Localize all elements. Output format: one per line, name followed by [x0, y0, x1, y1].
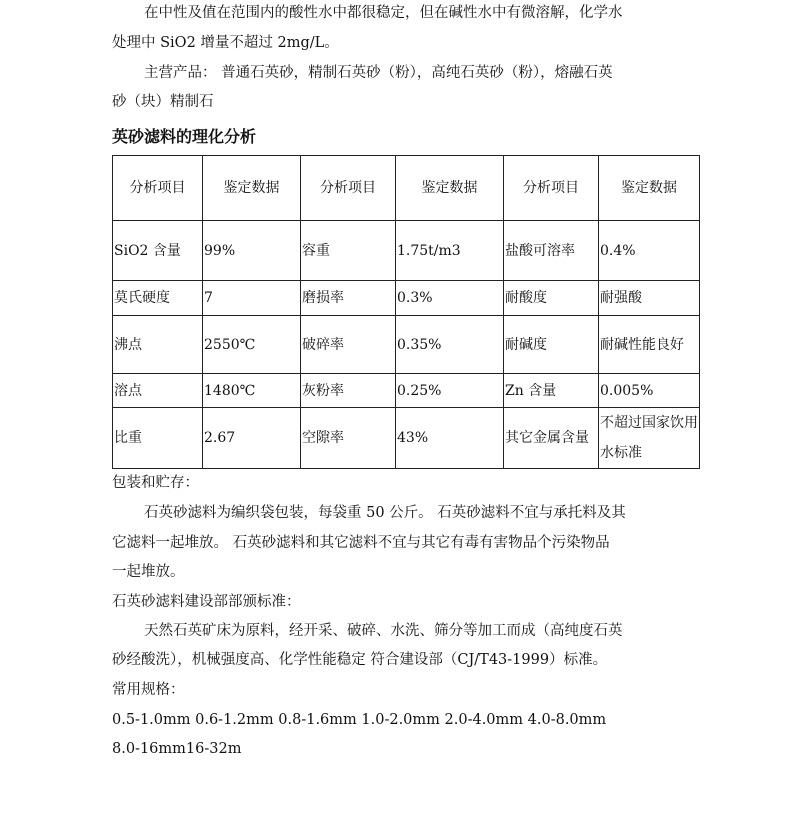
specs-line: 8.0-16mm16-32m	[112, 741, 242, 757]
table-cell: 溶点	[113, 374, 203, 408]
table-cell: 7	[203, 281, 301, 316]
specs-title: 常用规格：	[112, 682, 185, 698]
table-row	[113, 408, 700, 469]
table-cell: 盐酸可溶率	[504, 221, 599, 281]
table-cell: 空隙率	[301, 408, 396, 469]
table-header-cell: 分析项目	[301, 156, 396, 221]
table-header-cell: 分析项目	[504, 156, 599, 221]
table-cell: SiO2 含量	[113, 221, 203, 281]
table-cell: 43%	[396, 408, 504, 469]
table-row	[113, 221, 700, 281]
table-cell: 耐强酸	[599, 281, 700, 316]
table-cell: 0.005%	[599, 374, 700, 408]
table-cell: 99%	[203, 221, 301, 281]
section-title: 英砂滤料的理化分析	[112, 127, 257, 146]
products-paragraph-line: 主营产品： 普通石英砂，精制石英砂（粉），高纯石英砂（粉），熔融石英	[144, 65, 613, 81]
table-header-cell: 分析项目	[113, 156, 203, 221]
table-cell: 沸点	[113, 316, 203, 374]
table-row	[113, 374, 700, 408]
standard-paragraph-line: 砂经酸洗），机械强度高、化学性能稳定 符合建设部（CJ/T43-1999）标准。	[112, 652, 608, 668]
table-cell: 比重	[113, 408, 203, 469]
table-cell: 破碎率	[301, 316, 396, 374]
table-cell: 容重	[301, 221, 396, 281]
analysis-table	[112, 155, 700, 469]
intro-paragraph-line: 处理中 SiO2 增量不超过 2mg/L。	[112, 35, 339, 51]
table-cell: 1480℃	[203, 374, 301, 408]
table-header-cell: 鉴定数据	[599, 156, 700, 221]
table-cell: 0.25%	[396, 374, 504, 408]
table-cell: 磨损率	[301, 281, 396, 316]
specs-line: 0.5-1.0mm 0.6-1.2mm 0.8-1.6mm 1.0-2.0mm 2.0-4.0mm 4.0-8.0mm	[112, 712, 607, 728]
packaging-paragraph-line: 一起堆放。	[112, 564, 185, 580]
table-cell: 耐酸度	[504, 281, 599, 316]
table-cell: Zn 含量	[504, 374, 599, 408]
table-cell: 灰粉率	[301, 374, 396, 408]
intro-paragraph-line: 在中性及值在范围内的酸性水中都很稳定，但在碱性水中有微溶解，化学水	[144, 5, 623, 21]
table-cell: 耐碱度	[504, 316, 599, 374]
table-row	[113, 316, 700, 374]
table-cell: 耐碱性能良好	[599, 316, 700, 374]
packaging-paragraph-line: 它滤料一起堆放。 石英砂滤料和其它滤料不宜与其它有毒有害物品个污染物品	[112, 535, 610, 551]
table-cell: 2550℃	[203, 316, 301, 374]
table-cell: 0.4%	[599, 221, 700, 281]
table-cell: 2.67	[203, 408, 301, 469]
table-header-row	[113, 156, 700, 221]
standard-paragraph-line: 天然石英矿床为原料，经开采、破碎、水洗、筛分等加工而成（高纯度石英	[144, 623, 623, 639]
packaging-title: 包装和贮存：	[112, 475, 199, 491]
table-cell: 0.35%	[396, 316, 504, 374]
products-paragraph-line: 砂（块）精制石	[112, 94, 214, 110]
table-cell: 莫氏硬度	[113, 281, 203, 316]
table-cell: 0.3%	[396, 281, 504, 316]
table-cell: 其它金属含量	[504, 408, 599, 469]
table-header-cell: 鉴定数据	[396, 156, 504, 221]
table-cell: 不超过国家饮用水标准	[599, 408, 700, 469]
table-cell: 1.75t/m3	[396, 221, 504, 281]
packaging-paragraph-line: 石英砂滤料为编织袋包装，每袋重 50 公斤。 石英砂滤料不宜与承托料及其	[144, 505, 626, 521]
standard-title: 石英砂滤料建设部部颁标准：	[112, 594, 301, 610]
table-row	[113, 281, 700, 316]
table-header-cell: 鉴定数据	[203, 156, 301, 221]
